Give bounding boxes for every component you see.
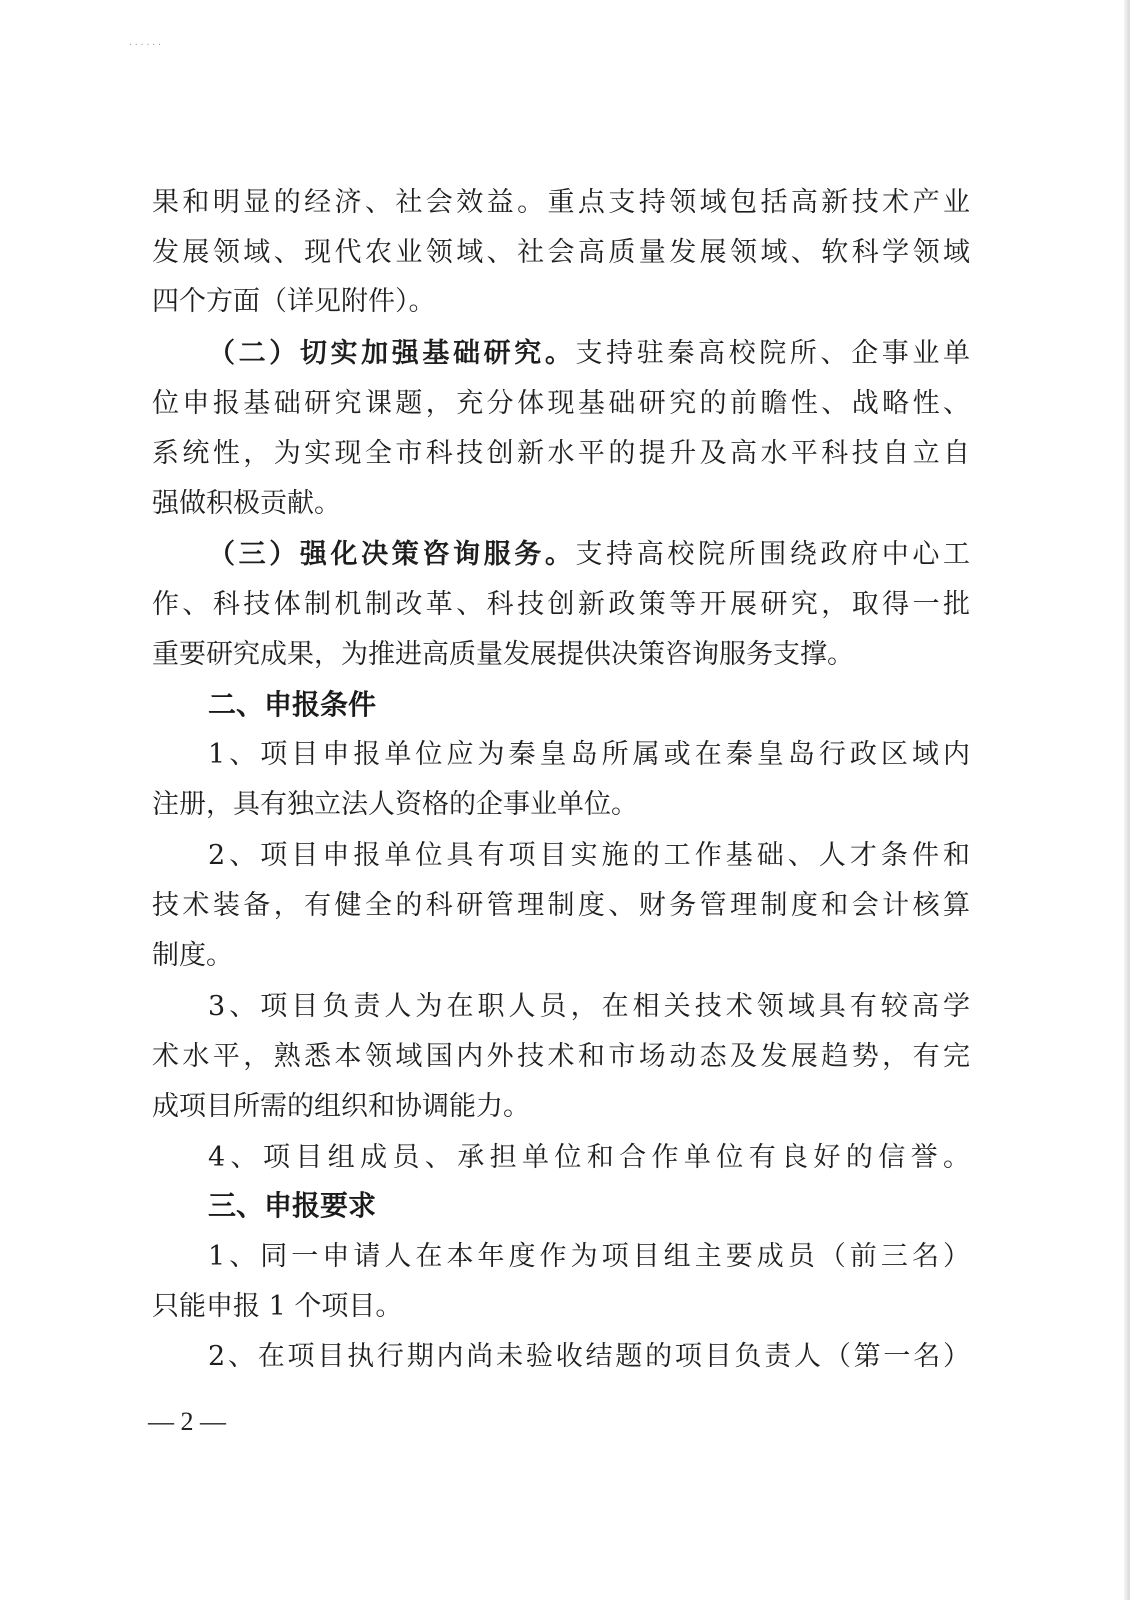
paragraph-first-line [208,331,970,377]
list-item-line: 技术装备，有健全的科研管理制度、财务管理制度和会计核算 [152,890,970,921]
list-item-line: 1、项目申报单位应为秦皇岛所属或在秦皇岛行政区域内 [208,739,970,770]
paragraph-text: 支持驻秦高校院所、企事业单 [575,338,970,369]
paragraph-line: 重要研究成果，为推进高质量发展提供决策咨询服务支撑。 [152,639,854,670]
list-item-line: 只能申报 1 个项目。 [152,1291,403,1322]
paragraph-line: 位申报基础研究课题，充分体现基础研究的前瞻性、战略性、 [152,388,970,419]
list-item-line: 注册，具有独立法人资格的企事业单位。 [152,789,638,820]
list-item-line: 术水平，熟悉本领域国内外技术和市场动态及发展趋势，有完 [152,1041,970,1072]
list-item-line: 4、项目组成员、承担单位和合作单位有良好的信誉。 [208,1142,970,1173]
paragraph-lead: （三）强化决策咨询服务。 [208,539,576,570]
list-item-line: 3、项目负责人为在职人员，在相关技术领域具有较高学 [208,991,970,1022]
page-number: — 2 — [148,1407,226,1436]
section-heading: 三、申报要求 [208,1189,377,1222]
list-item-line: 1、同一申请人在本年度作为项目组主要成员（前三名） [208,1241,970,1272]
list-item-line: 成项目所需的组织和协调能力。 [152,1091,530,1122]
section-heading: 二、申报条件 [208,688,377,721]
paragraph-text: 支持高校院所围绕政府中心工 [575,539,970,570]
paragraph-lead: （二）切实加强基础研究。 [208,338,576,369]
paragraph-first-line [208,532,970,578]
paragraph-line: 发展领域、现代农业领域、社会高质量发展领域、软科学领域 [152,237,970,268]
scan-mark: ...... [128,38,163,47]
list-item-line: 2、在项目执行期内尚未验收结题的项目负责人（第一名） [208,1341,970,1372]
paragraph-line: 作、科技体制机制改革、科技创新政策等开展研究，取得一批 [152,589,970,620]
list-item-line: 2、项目申报单位具有项目实施的工作基础、人才条件和 [208,840,970,871]
paragraph-line: 强做积极贡献。 [152,488,341,519]
list-item-line: 制度。 [152,940,233,971]
paragraph-line: 四个方面（详见附件）。 [152,286,436,317]
paragraph-line: 系统性，为实现全市科技创新水平的提升及高水平科技自立自 [152,438,970,469]
page-edge [1124,0,1130,1600]
paragraph-line: 果和明显的经济、社会效益。重点支持领域包括高新技术产业 [152,187,970,218]
